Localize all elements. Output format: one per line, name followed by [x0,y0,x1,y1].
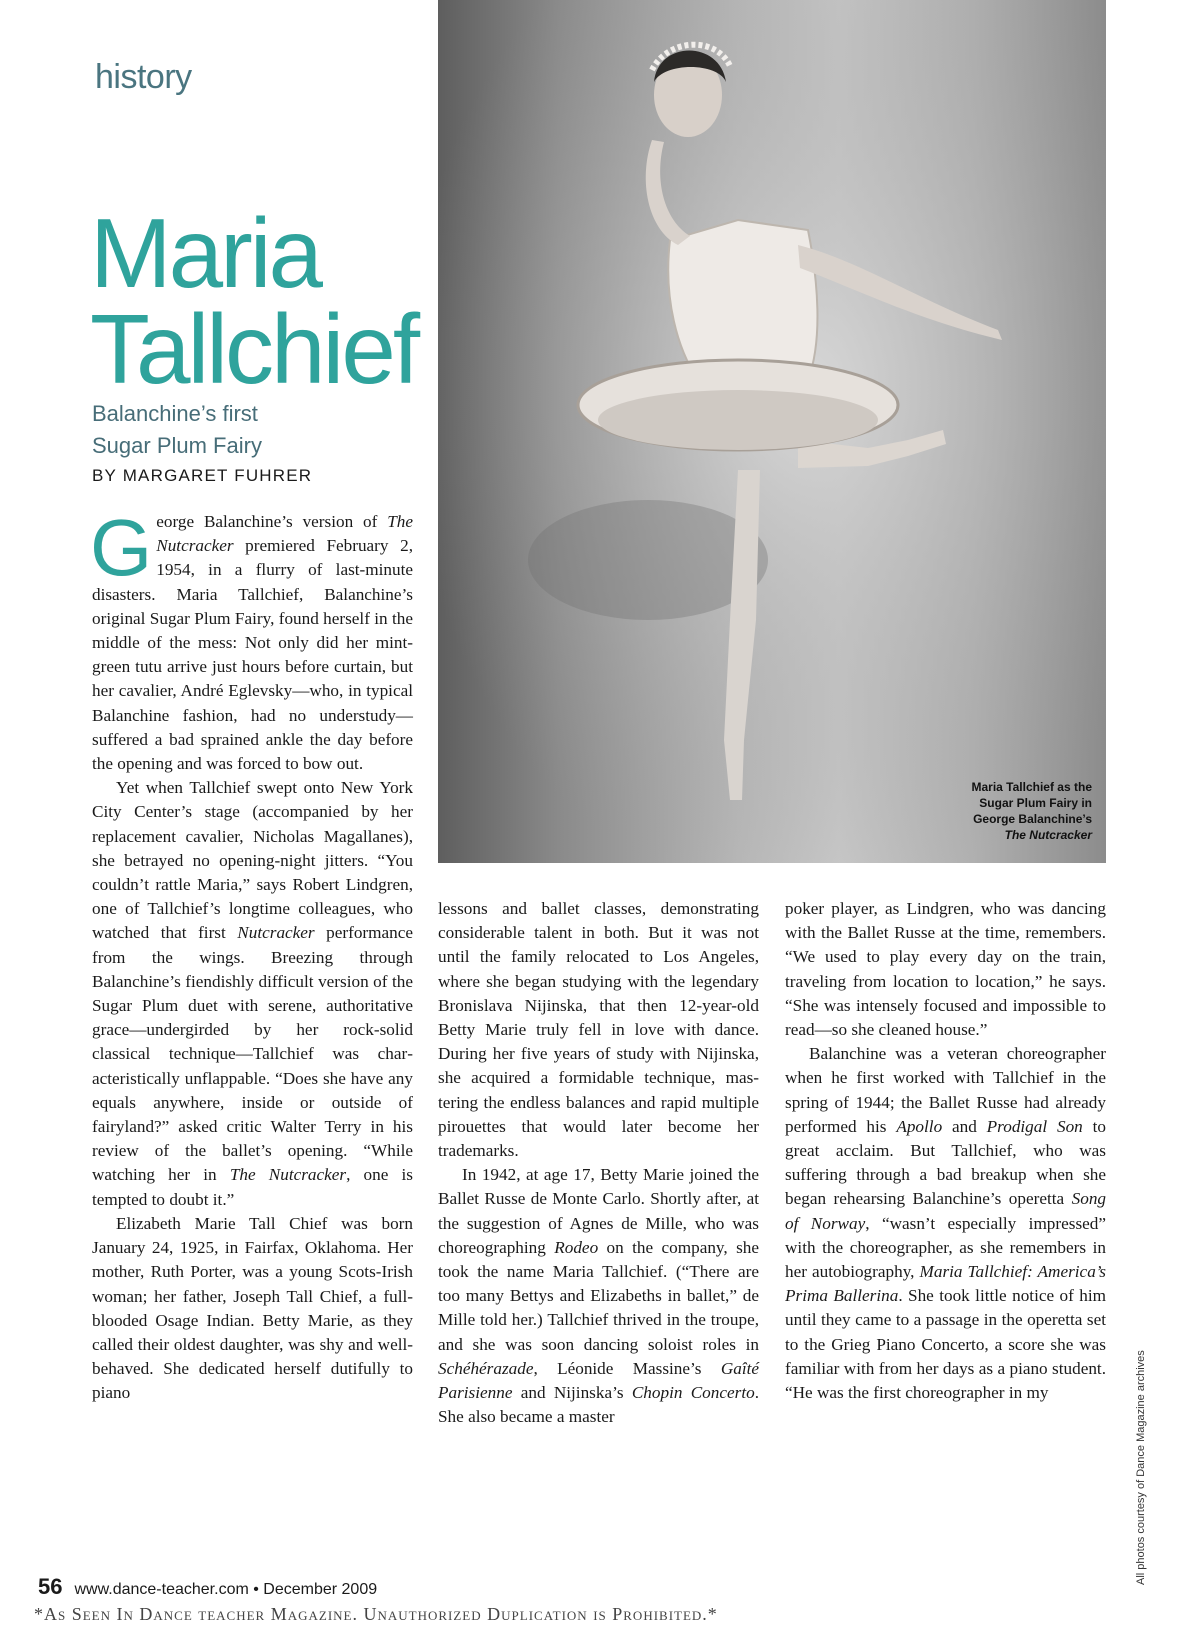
caption-line: Sugar Plum Fairy in [979,796,1092,810]
deck-line-1: Balanchine’s first [92,401,258,426]
ballerina-figure-icon [438,0,1106,863]
deck-line-2: Sugar Plum Fairy [92,433,262,458]
photo-credit: All photos courtesy of Dance Magazine archives [1135,1350,1147,1585]
italic-title: Song of Norway [785,1189,1106,1233]
paragraph: lessons and ballet classes, demonstrating considerable talent in both. But it was not until the family relocated to Los Angeles, where she began studying with the legendary Bronislava Nijinska, that then 12-year-old Betty Marie truly fell in love with dance. During her five years of study with Nijinska, she acquired a formidable technique, mastering the endless balances and rapid multiple pirouettes that would later become her trademarks. [438,899,759,1161]
paragraph: Elizabeth Marie Tall Chief was born January 24, 1925, in Fairfax, Oklahoma. Her mother, Ruth Porter, was a young Scots-Irish woman; her father, Joseph Tall Chief, a full-blooded Osage Indian. Betty Marie, as they called their oldest daughter, was shy and well-behaved. She dedicated herself dutifully to piano [92,1213,413,1403]
text-run: eorge Balanchine’s version of [156,512,388,531]
section-label: history [95,58,192,96]
paragraph: poker player, as Lindgren, who was dancing with the Ballet Russe at the time, remembers. “We used to play every day on the train, traveling from location to location,” he says. “She was intensely focused and impossible to read—so she cleaned house.” [785,899,1106,1040]
text-run: performance from the wings. Breezing through Balanchine’s fiendishly difficult version of the Sugar Plum duet with serene, authoritative grace—undergirded by her rock-solid classical technique—Tallchief was characteristically unflappable. “Does she have any equals anywhere, inside or outside of fairyland?” asked critic Walter Terry in his review of the ballet’s opening. “While watching her in [92,923,413,1185]
text-run: , “wasn’t especially impressed” with the choreographer, as she remembers in her autobiography, [785,1213,1106,1282]
photo-caption [912,779,1092,843]
article-column-2 [438,897,759,1429]
title-line-1: Maria [90,198,321,308]
footer-source: www.dance-teacher.com • December 2009 [74,1581,378,1598]
text-run: , one is tempted to doubt it.” [92,1165,413,1209]
italic-title: The Nutcracker [229,1165,347,1185]
text-run: to great acclaim. But Tallchief, who was suffering through a bad breakup when she began rehearsing Balanchine’s operetta [785,1116,1106,1209]
italic-title: The Nutcracker [156,512,413,556]
italic-title: Maria Tallchief: America’s Prima Ballerina [785,1262,1106,1306]
text-run: Balanchine was a veteran choreographer when he first worked with Tallchief in the spring of 1944; the Ballet Russe had already performed his [785,1044,1106,1136]
text-run: . She also became a master [438,1383,759,1427]
italic-title: Nutcracker [237,923,315,943]
text-run: and [942,1116,987,1136]
drop-cap: G [90,503,153,592]
page-number: 56 [38,1574,63,1599]
article-title [90,198,418,404]
caption-line: Maria Tallchief as the [971,780,1092,794]
caption-line: The Nutcracker [1004,828,1092,842]
title-line-2: Tallchief [90,294,418,404]
paragraph [92,776,413,1212]
article-column-3 [785,897,1106,1405]
caption-line: George Balanchine’s [973,812,1092,826]
text-run: and Nijinska’s [512,1383,632,1403]
paragraph [90,503,413,776]
page-footer [38,1574,377,1600]
italic-title: Apollo [896,1116,943,1136]
italic-title: Schéhérazade [438,1358,534,1378]
article-column-1 [90,503,413,1406]
paragraph [438,1163,759,1429]
article-deck [92,398,262,462]
paragraph [785,1042,1106,1405]
byline: BY MARGARET FUHRER [92,466,313,485]
ballerina-photo [438,0,1106,863]
duplication-notice: *As Seen In Dance teacher Magazine. Unauthorized Duplication is Prohibited.* [34,1604,718,1624]
text-run: on the company, she took the name Maria Tallchief. (“There are too many Bettys and Elizabeths in ballet,” de Mille told her.) Tallchief thrived in the troupe, and she was soon dancing soloist roles in [438,1237,759,1354]
italic-title: Rodeo [554,1237,599,1257]
text-run: In 1942, at age 17, Betty Marie joined the Ballet Russe de Monte Carlo. Shortly after, at the suggestion of Agnes de Mille, who was choreographing [438,1165,759,1257]
italic-title: Chopin Concerto [631,1383,755,1403]
text-run: premiered February 2, 1954, in a flurry of last-minute disasters. Maria Tallchief, Balanchine’s original Sugar Plum Fairy, found herself in the middle of the mess: Not only did her mint-green tutu arrive just hours before curtain, but her cavalier, André Eglevsky—who, in typical Balanchine fashion, had no understudy—suffered a bad sprained ankle the day before the opening and was forced to bow out. [92,536,413,774]
italic-title: Gaîté Parisienne [438,1358,759,1403]
text-run: , Léonide Massine’s [533,1358,721,1378]
text-run: . She took little notice of him until they came to a passage in the operetta set to the Grieg Piano Concerto, a score she was familiar with from her days as a piano student. “He was the first choreographer in my [785,1286,1106,1403]
text-run: Yet when Tallchief swept onto New York City Center’s stage (accompanied by her replacement cavalier, Nicholas Magallanes), she betrayed no opening-night jitters. “You couldn’t rattle Maria,” says Robert Lindgren, one of Tallchief’s longtime colleagues, who watched that first [92,778,413,943]
italic-title: Prodigal Son [986,1116,1083,1136]
